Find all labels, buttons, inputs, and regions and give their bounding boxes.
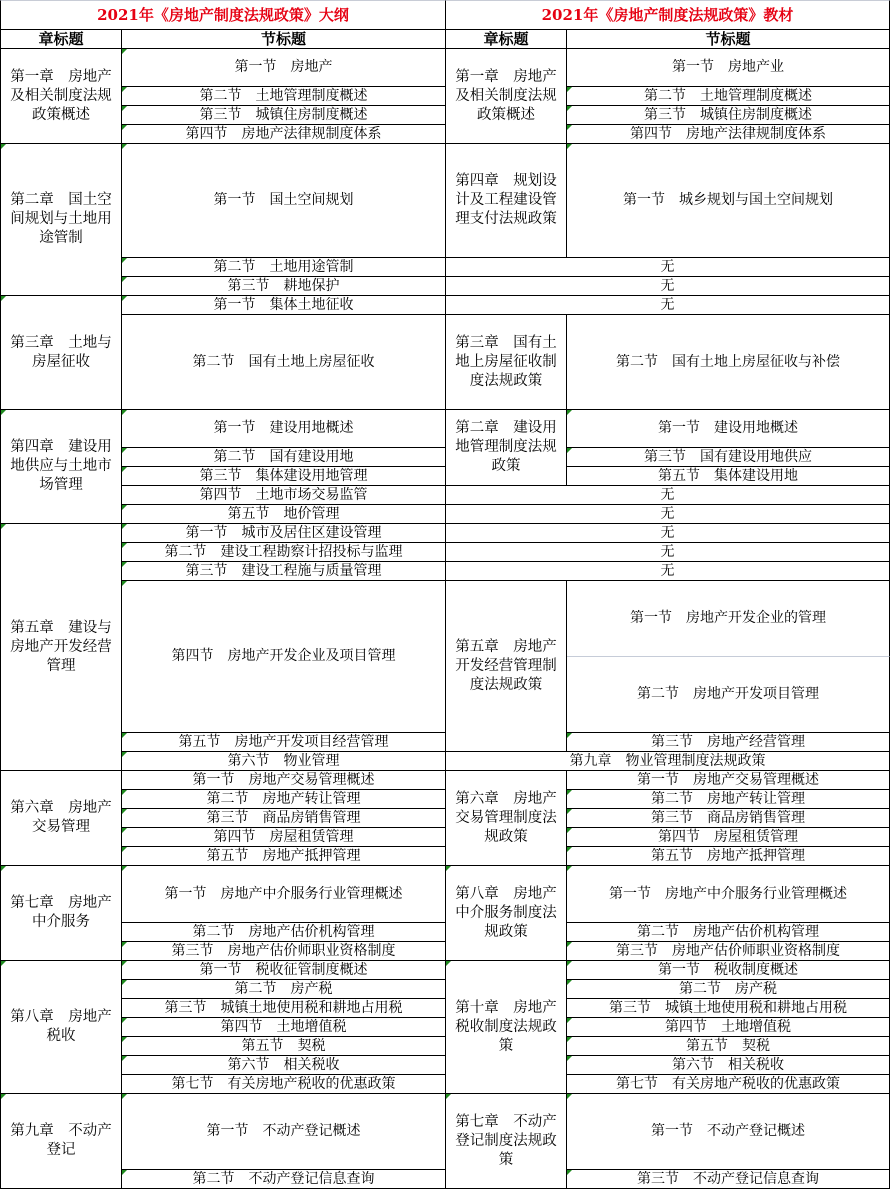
section-title: 第五节 契税 (686, 1038, 770, 1054)
outline-ch5-sec1[interactable] (122, 524, 446, 543)
textbook-chapter-2[interactable] (446, 410, 567, 486)
textbook-ch10-sec5[interactable] (567, 1037, 890, 1056)
section-title: 第二节 房地产转让管理 (651, 791, 805, 807)
outline-ch8-sec5[interactable] (122, 1037, 446, 1056)
textbook-chapter-6[interactable] (446, 771, 567, 866)
outline-ch1-sec4[interactable] (122, 125, 446, 144)
textbook-section-header[interactable] (567, 30, 890, 49)
outline-ch6-sec1[interactable] (122, 771, 446, 790)
section-title: 第二节 国有土地上房屋征收与补偿 (616, 353, 840, 370)
section-title: 第四节 土地增值税 (220, 1019, 347, 1035)
section-title: 第一节 税收制度概述 (658, 962, 798, 978)
outline-ch5-sec4[interactable] (122, 581, 446, 733)
chapter-title: 第五章 建设与房地产开发经营管理 (10, 619, 112, 674)
outline-ch7-sec3[interactable] (122, 942, 446, 961)
outline-ch5-sec2[interactable] (122, 543, 446, 562)
textbook-ch6-sec2[interactable] (567, 790, 890, 809)
textbook-ch4-sec1[interactable] (567, 144, 890, 258)
outline-ch4-sec5[interactable] (122, 505, 446, 524)
section-title: 第三节 不动产登记信息查询 (637, 1171, 819, 1187)
section-title: 第一节 税收征管制度概述 (199, 962, 368, 978)
chapter-title: 第二章 国土空间规划与土地用途管制 (10, 192, 112, 246)
outline-ch1-sec1[interactable] (122, 49, 446, 87)
outline-chapter-4[interactable] (0, 410, 122, 524)
outline-title-cell[interactable] (0, 0, 446, 30)
textbook-ch8-sec1[interactable] (567, 866, 890, 923)
none-label: 无 (660, 487, 675, 503)
section-title: 第三节 房地产估价师职业资格制度 (616, 943, 840, 959)
textbook-ch1-sec4[interactable] (567, 125, 890, 144)
section-title: 第二节 房地产转让管理 (206, 791, 361, 807)
outline-ch4-sec1[interactable] (122, 410, 446, 448)
textbook-ch1-sec2[interactable] (567, 87, 890, 106)
textbook-ch10-sec6[interactable] (567, 1056, 890, 1075)
outline-ch5-sec6[interactable] (122, 752, 446, 771)
textbook-chapter-7[interactable] (446, 1094, 567, 1189)
section-title: 第七节 有关房地产税收的优惠政策 (616, 1076, 840, 1092)
textbook-ch8-sec2[interactable] (567, 923, 890, 942)
chapter-title: 第一章 房地产及相关制度法规政策概述 (455, 68, 557, 123)
chapter-title: 第二章 建设用地管理制度法规政策 (455, 420, 557, 474)
textbook-none-cell[interactable] (446, 562, 890, 581)
section-title: 第一节 房地产 (234, 59, 333, 75)
outline-ch6-sec2[interactable] (122, 790, 446, 809)
outline-ch6-sec5[interactable] (122, 847, 446, 866)
none-label: 无 (660, 506, 675, 522)
outline-chapter-8[interactable] (0, 961, 122, 1094)
textbook-ch10-sec1[interactable] (567, 961, 890, 980)
outline-ch8-sec6[interactable] (122, 1056, 446, 1075)
chapter-title: 第六章 房地产交易管理 (10, 800, 112, 835)
header-label: 节标题 (260, 30, 306, 48)
outline-ch4-sec2[interactable] (122, 448, 446, 467)
textbook-ch10-sec7[interactable] (567, 1075, 890, 1094)
section-title: 第三节 城镇住房制度概述 (644, 107, 812, 123)
textbook-ch8-sec3[interactable] (567, 942, 890, 961)
section-title: 第三节 房地产经营管理 (651, 734, 805, 750)
textbook-ch2-sec1[interactable] (567, 410, 890, 448)
section-title: 第二节 房地产估价机构管理 (192, 924, 375, 940)
textbook-ch3-sec2[interactable] (567, 315, 890, 410)
section-title: 第四节 土地市场交易监管 (199, 487, 368, 503)
chapter-title: 第七章 不动产登记制度法规政策 (455, 1113, 557, 1168)
section-title: 第一节 集体土地征收 (213, 297, 354, 313)
section-title: 第三节 城镇住房制度概述 (199, 107, 368, 123)
section-title: 第二节 建设工程勘察计招投标与监理 (164, 544, 403, 560)
outline-ch7-sec2[interactable] (122, 923, 446, 942)
section-title: 第四节 房屋租赁管理 (213, 829, 354, 845)
section-title: 第一节 不动产登记概述 (651, 1123, 805, 1139)
outline-ch5-sec3[interactable] (122, 562, 446, 581)
textbook-ch6-sec3[interactable] (567, 809, 890, 828)
header-label: 节标题 (705, 30, 751, 48)
section-title: 第一节 房地产中介服务行业管理概述 (164, 885, 403, 902)
section-title: 第一节 城乡规划与国土空间规划 (623, 192, 833, 208)
outline-chapter-7[interactable] (0, 866, 122, 961)
section-title: 第五节 房地产开发项目经营管理 (178, 734, 389, 750)
chapter-title: 第九章 物业管理制度法规政策 (569, 753, 766, 769)
section-title: 第二节 国有建设用地 (213, 449, 354, 465)
chapter-title: 第五章 房地产开发经营管理制度法规政策 (455, 638, 557, 693)
textbook-none-cell[interactable] (446, 505, 890, 524)
section-title: 第二节 房地产开发项目管理 (637, 686, 819, 702)
chapter-title: 第七章 房地产中介服务 (10, 895, 112, 930)
section-title: 第一节 不动产登记概述 (206, 1123, 361, 1139)
section-title: 第四节 房地产法律规制度体系 (185, 126, 382, 142)
section-title: 第三节 商品房销售管理 (651, 810, 805, 826)
textbook-chapter-4[interactable] (446, 144, 567, 258)
none-label: 无 (660, 544, 675, 560)
section-title: 第二节 土地用途管制 (213, 259, 354, 275)
textbook-ch5-sec3[interactable] (567, 733, 890, 752)
section-title: 第七节 有关房地产税收的优惠政策 (171, 1076, 396, 1092)
outline-ch2-sec3[interactable] (122, 277, 446, 296)
section-title: 第四节 房屋租赁管理 (658, 829, 798, 845)
section-title: 第一节 房地产开发企业的管理 (630, 610, 826, 626)
outline-ch3-sec1[interactable] (122, 296, 446, 315)
outline-chapter-header[interactable] (0, 30, 122, 49)
section-title: 第五节 房地产抵押管理 (206, 848, 361, 864)
chapter-title: 第三章 土地与房屋征收 (10, 334, 112, 370)
textbook-chapter-8[interactable] (446, 866, 567, 961)
outline-ch4-sec3[interactable] (122, 467, 446, 486)
outline-ch8-sec1[interactable] (122, 961, 446, 980)
section-title: 第六节 相关税收 (672, 1057, 784, 1073)
chapter-title: 第八章 房地产税收 (10, 1009, 112, 1044)
textbook-ch7-sec3[interactable] (567, 1170, 890, 1189)
textbook-chapter-header[interactable] (446, 30, 567, 49)
textbook-title: 2021年《房地产制度法规政策》教材 (541, 5, 794, 24)
outline-ch4-sec4[interactable] (122, 486, 446, 505)
textbook-none-cell[interactable] (446, 258, 890, 277)
outline-chapter-3[interactable] (0, 296, 122, 410)
outline-chapter-9[interactable] (0, 1094, 122, 1189)
chapter-title: 第三章 国有土地上房屋征收制度法规政策 (455, 334, 557, 389)
section-title: 第六节 物业管理 (227, 753, 340, 769)
chapter-title: 第四章 建设用地供应与土地市场管理 (10, 439, 112, 493)
outline-section-header[interactable] (122, 30, 446, 49)
textbook-chapter-9[interactable] (446, 752, 890, 771)
textbook-ch2-sec3[interactable] (567, 448, 890, 467)
section-title: 第三节 商品房销售管理 (206, 810, 361, 826)
section-title: 第一节 建设用地概述 (658, 420, 798, 436)
section-title: 第一节 房地产交易管理概述 (637, 772, 819, 788)
none-label: 无 (660, 297, 675, 313)
textbook-ch6-sec4[interactable] (567, 828, 890, 847)
none-label: 无 (660, 278, 675, 294)
textbook-none-cell[interactable] (446, 486, 890, 505)
outline-ch6-sec3[interactable] (122, 809, 446, 828)
outline-ch9-sec2[interactable] (122, 1170, 446, 1189)
chapter-title: 第一章 房地产及相关制度法规政策概述 (10, 68, 112, 123)
section-title: 第二节 房产税 (234, 981, 333, 997)
section-title: 第三节 建设工程施与质量管理 (185, 563, 382, 579)
section-title: 第六节 相关税收 (227, 1057, 340, 1073)
chapter-title: 第八章 房地产中介服务制度法规政策 (455, 885, 557, 940)
section-title: 第二节 土地管理制度概述 (199, 88, 368, 104)
textbook-none-cell[interactable] (446, 543, 890, 562)
section-title: 第二节 房产税 (679, 981, 777, 997)
textbook-none-cell[interactable] (446, 277, 890, 296)
outline-ch2-sec2[interactable] (122, 258, 446, 277)
outline-ch8-sec4[interactable] (122, 1018, 446, 1037)
outline-ch7-sec1[interactable] (122, 866, 446, 923)
section-title: 第三节 集体建设用地管理 (199, 468, 368, 484)
chapter-title: 第六章 房地产交易管理制度法规政策 (455, 790, 557, 845)
textbook-ch5-sec1[interactable] (567, 581, 890, 657)
textbook-none-cell[interactable] (446, 296, 890, 315)
section-title: 第一节 房地产业 (672, 59, 784, 75)
textbook-ch1-sec1[interactable] (567, 49, 890, 87)
section-title: 第二节 房地产估价机构管理 (637, 924, 819, 940)
outline-ch8-sec2[interactable] (122, 980, 446, 999)
section-title: 第三节 国有建设用地供应 (644, 449, 812, 465)
outline-ch2-sec1[interactable] (122, 144, 446, 258)
outline-chapter-5[interactable] (0, 524, 122, 771)
header-label: 章标题 (38, 30, 84, 48)
textbook-ch2-sec5[interactable] (567, 467, 890, 486)
header-label: 章标题 (483, 30, 529, 48)
textbook-chapter-10[interactable] (446, 961, 567, 1094)
outline-ch8-sec7[interactable] (122, 1075, 446, 1094)
textbook-title-cell[interactable] (446, 0, 890, 30)
textbook-ch5-sec2[interactable] (567, 657, 890, 733)
none-label: 无 (660, 525, 675, 541)
textbook-none-cell[interactable] (446, 524, 890, 543)
textbook-ch10-sec2[interactable] (567, 980, 890, 999)
none-label: 无 (660, 259, 675, 275)
outline-ch9-sec1[interactable] (122, 1094, 446, 1170)
section-title: 第四节 房地产法律规制度体系 (630, 126, 826, 142)
textbook-ch7-sec1[interactable] (567, 1094, 890, 1170)
section-title: 第二节 不动产登记信息查询 (192, 1171, 375, 1187)
textbook-ch6-sec1[interactable] (567, 771, 890, 790)
chapter-title: 第四章 规划设计及工程建设管理支付法规政策 (455, 173, 557, 227)
section-title: 第一节 建设用地概述 (213, 420, 354, 436)
outline-ch5-sec5[interactable] (122, 733, 446, 752)
section-title: 第三节 城镇土地使用税和耕地占用税 (609, 1000, 847, 1016)
outline-ch1-sec2[interactable] (122, 87, 446, 106)
section-title: 第四节 房地产开发企业及项目管理 (171, 648, 396, 664)
textbook-ch1-sec3[interactable] (567, 106, 890, 125)
section-title: 第一节 房地产交易管理概述 (192, 772, 375, 788)
outline-chapter-2[interactable] (0, 144, 122, 296)
section-title: 第一节 城市及居住区建设管理 (185, 525, 382, 541)
chapter-title: 第九章 不动产登记 (10, 1123, 112, 1158)
outline-ch3-sec2[interactable] (122, 315, 446, 410)
section-title: 第五节 地价管理 (227, 506, 340, 522)
section-title: 第五节 集体建设用地 (658, 468, 798, 484)
outline-ch8-sec3[interactable] (122, 999, 446, 1018)
section-title: 第三节 房地产估价师职业资格制度 (171, 943, 396, 959)
outline-chapter-1[interactable] (0, 49, 122, 144)
section-title: 第二节 国有土地上房屋征收 (192, 353, 375, 370)
textbook-chapter-5[interactable] (446, 581, 567, 752)
outline-title: 2021年《房地产制度法规政策》大纲 (97, 5, 349, 24)
outline-ch1-sec3[interactable] (122, 106, 446, 125)
section-title: 第三节 耕地保护 (227, 278, 340, 294)
none-label: 无 (660, 563, 675, 579)
outline-ch6-sec4[interactable] (122, 828, 446, 847)
section-title: 第五节 房地产抵押管理 (651, 848, 805, 864)
section-title: 第五节 契税 (241, 1038, 326, 1054)
section-title: 第四节 土地增值税 (665, 1019, 791, 1035)
section-title: 第三节 城镇土地使用税和耕地占用税 (164, 1000, 403, 1016)
section-title: 第一节 房地产中介服务行业管理概述 (609, 885, 847, 902)
textbook-ch10-sec4[interactable] (567, 1018, 890, 1037)
section-title: 第一节 国土空间规划 (213, 192, 354, 208)
outline-chapter-6[interactable] (0, 771, 122, 866)
section-title: 第二节 土地管理制度概述 (644, 88, 812, 104)
textbook-chapter-3[interactable] (446, 315, 567, 410)
textbook-ch10-sec3[interactable] (567, 999, 890, 1018)
chapter-title: 第十章 房地产税收制度法规政策 (455, 999, 557, 1054)
textbook-chapter-1[interactable] (446, 49, 567, 144)
textbook-ch6-sec5[interactable] (567, 847, 890, 866)
